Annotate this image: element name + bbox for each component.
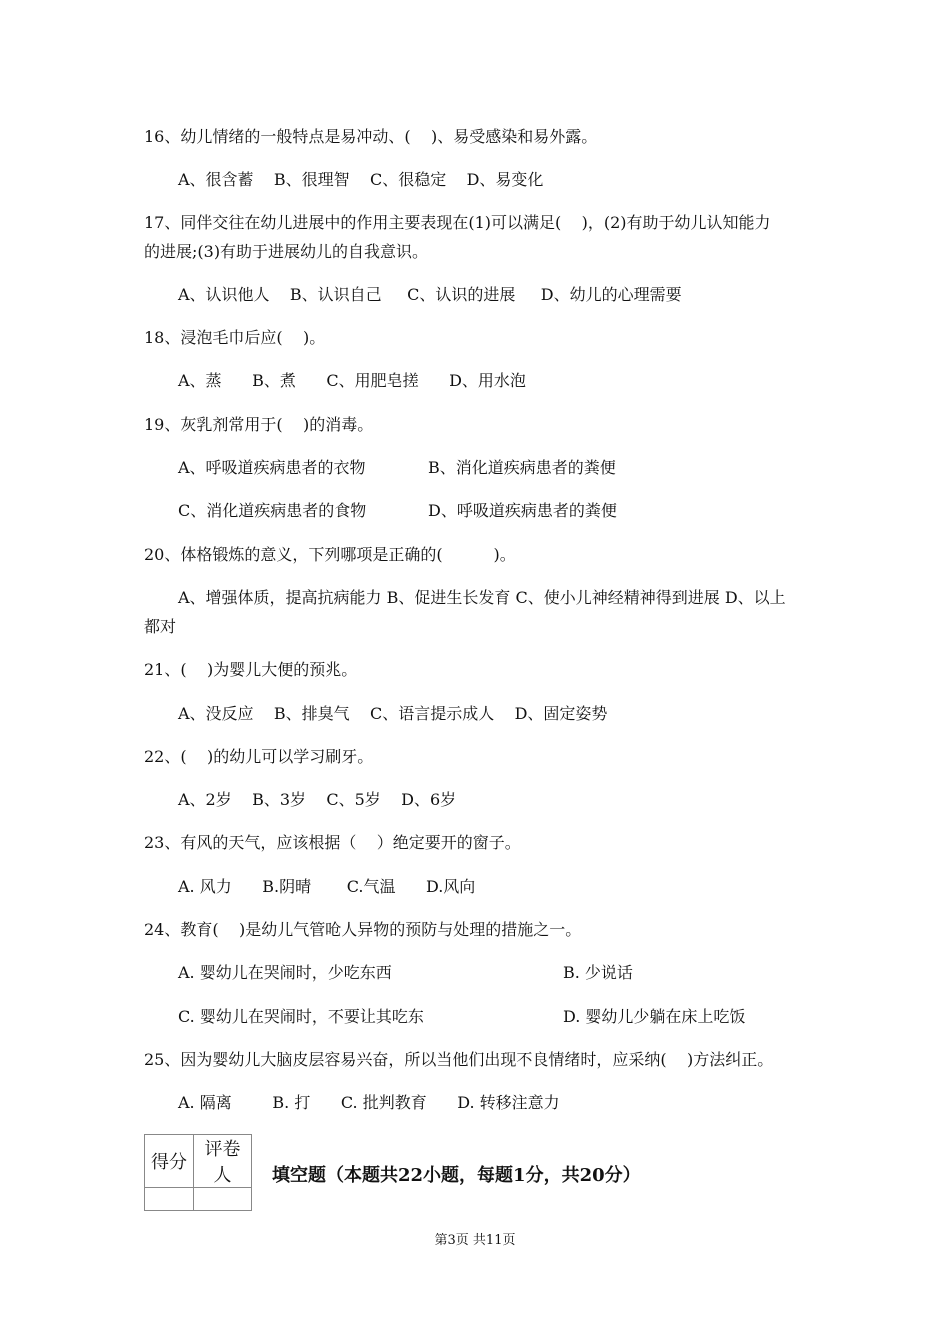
question-21: 21、( )为婴儿大便的预兆。: [144, 660, 358, 679]
options-25: A. 隔离 B. 打 C. 批判教育 D. 转移注意力: [178, 1093, 560, 1112]
grader-header: 评卷人: [194, 1135, 252, 1188]
options-21: A、没反应 B、排臭气 C、语言提示成人 D、固定姿势: [178, 704, 608, 723]
section-title: 填空题（本题共22小题，每题1分，共20分）: [272, 1165, 641, 1186]
option-19-d: D、呼吸道疾病患者的粪便: [428, 501, 617, 520]
question-16: 16、幼儿情绪的一般特点是易冲动、( )、易受感染和易外露。: [144, 127, 598, 146]
option-24-d: D. 婴幼儿少躺在床上吃饭: [563, 1007, 746, 1026]
question-24: 24、教育( )是幼儿气管呛人异物的预防与处理的措施之一。: [144, 920, 582, 939]
option-19-c: C、消化道疾病患者的食物: [178, 501, 367, 520]
score-cell: [145, 1188, 194, 1211]
options-20-line2: 都对: [144, 617, 177, 636]
question-17-line2: 的进展;(3)有助于进展幼儿的自我意识。: [144, 242, 429, 261]
options-17: A、认识他人 B、认识自己 C、认识的进展 D、幼儿的心理需要: [178, 285, 682, 304]
score-table: [144, 1134, 252, 1211]
option-19-b: B、消化道疾病患者的粪便: [428, 458, 616, 477]
options-16: A、很含蓄 B、很理智 C、很稳定 D、易变化: [178, 170, 544, 189]
question-20: 20、体格锻炼的意义，下列哪项是正确的( )。: [144, 545, 516, 564]
option-24-b: B. 少说话: [563, 963, 633, 982]
option-24-a: A. 婴幼儿在哭闹时，少吃东西: [178, 963, 392, 982]
question-17-line1: 17、同伴交往在幼儿进展中的作用主要表现在(1)可以满足( )，(2)有助于幼儿认知能力: [144, 213, 771, 232]
option-19-a: A、呼吸道疾病患者的衣物: [178, 458, 366, 477]
option-24-c: C. 婴幼儿在哭闹时，不要让其吃东: [178, 1007, 424, 1026]
question-19: 19、灰乳剂常用于( )的消毒。: [144, 415, 374, 434]
page-footer: 第3页 共11页: [434, 1233, 516, 1248]
question-18: 18、浸泡毛巾后应( )。: [144, 328, 326, 347]
question-25: 25、因为婴幼儿大脑皮层容易兴奋，所以当他们出现不良情绪时，应采纳( )方法纠正。: [144, 1050, 774, 1069]
options-20-line1: A、增强体质，提高抗病能力 B、促进生长发育 C、使小儿神经精神得到进展 D、以上: [178, 588, 786, 607]
question-22: 22、( )的幼儿可以学习刷牙。: [144, 747, 374, 766]
options-22: A、2岁 B、3岁 C、5岁 D、6岁: [178, 790, 457, 809]
score-header: 得分: [145, 1135, 194, 1188]
options-23: A. 风力 B.阴晴 C.气温 D.风向: [178, 877, 476, 896]
grader-cell: [194, 1188, 252, 1211]
options-18: A、蒸 B、煮 C、用肥皂搓 D、用水泡: [178, 371, 526, 390]
question-23: 23、有风的天气，应该根据（ ）绝定要开的窗子。: [144, 833, 521, 852]
